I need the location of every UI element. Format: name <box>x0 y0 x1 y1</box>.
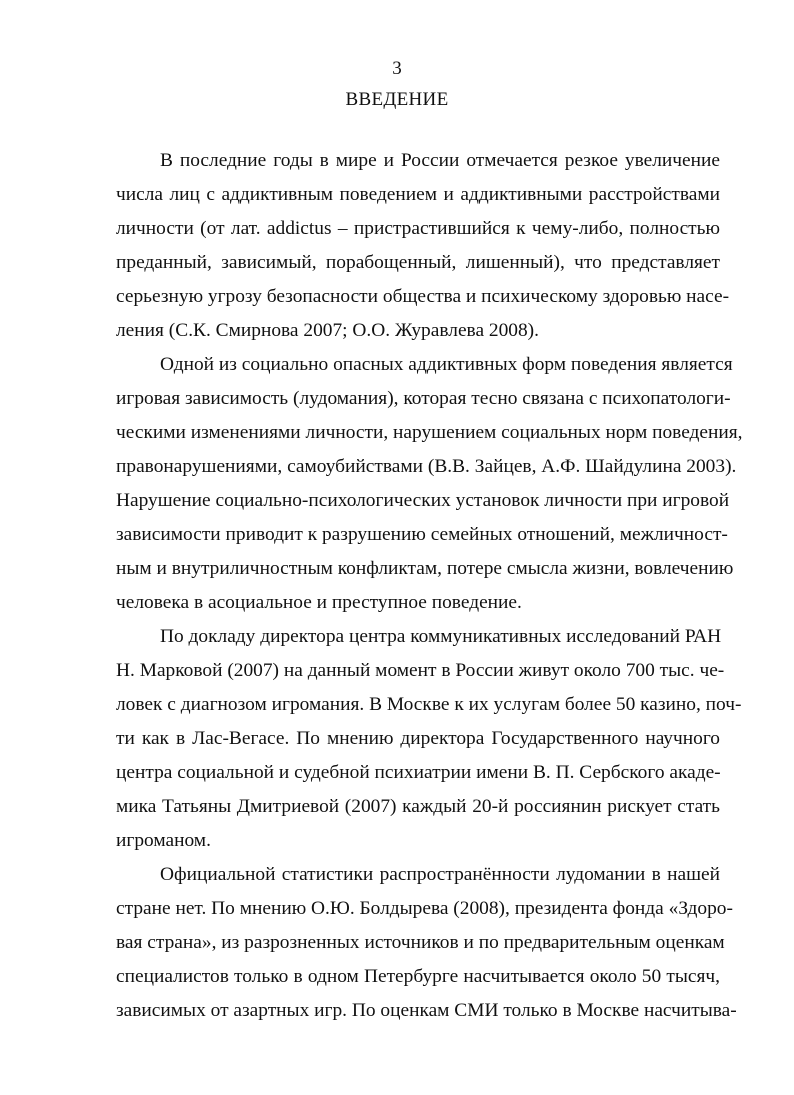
paragraph-line: игровая зависимость (лудомания), которая тесно связана с психопатологи- <box>116 388 731 409</box>
paragraph-line: центра социальной и судебной психиатрии имени В. П. Сербского акаде- <box>116 762 721 783</box>
paragraph-line: мика Татьяны Дмитриевой (2007) каждый 20-й россиянин рискует стать <box>116 796 720 817</box>
paragraph-line: ным и внутриличностным конфликтам, потере смысла жизни, вовлечению <box>116 558 734 579</box>
paragraph-line: ческими изменениями личности, нарушением социальных норм поведения, <box>116 422 743 443</box>
paragraph-line: человека в асоциальное и преступное поведение. <box>116 592 522 613</box>
paragraph-line: ловек с диагнозом игромания. В Москве к их услугам более 50 казино, поч- <box>116 694 742 715</box>
paragraph-line: ти как в Лас-Вегасе. По мнению директора Государственного научного <box>116 728 720 749</box>
paragraph-line: Н. Марковой (2007) на данный момент в России живут около 700 тыс. че- <box>116 660 725 681</box>
paragraph-line: игроманом. <box>116 830 211 851</box>
paragraph-line: личности (от лат. addictus – пристрастившийся к чему-либо, полностью <box>116 218 720 239</box>
paragraph-line: зависимых от азартных игр. По оценкам СМИ только в Москве насчитыва- <box>116 1000 737 1021</box>
paragraph-line: числа лиц с аддиктивным поведением и аддиктивными расстройствами <box>116 184 720 205</box>
paragraph-line: зависимости приводит к разрушению семейных отношений, межличност- <box>116 524 728 545</box>
paragraph-4 <box>116 858 737 1028</box>
paragraph-line: преданный, зависимый, порабощенный, лишенный), что представляет <box>116 252 720 273</box>
body-text <box>116 144 743 1028</box>
paragraph-line: специалистов только в одном Петербурге насчитывается около 50 тысяч, <box>116 966 720 987</box>
paragraph-line: правонарушениями, самоубийствами (В.В. Зайцев, А.Ф. Шайдулина 2003). <box>116 456 737 477</box>
paragraph-1 <box>116 144 730 348</box>
page-title: ВВЕДЕНИЕ <box>345 89 449 110</box>
paragraph-line: В последние годы в мире и России отмечается резкое увеличение <box>160 150 720 171</box>
paragraph-line: серьезную угрозу безопасности общества и психическому здоровью насе- <box>116 286 730 307</box>
paragraph-line: вая страна», из разрозненных источников и по предварительным оценкам <box>116 932 725 953</box>
paragraph-line: Одной из социально опасных аддиктивных форм поведения является <box>160 354 733 375</box>
paragraph-3 <box>116 620 742 858</box>
page-number: 3 <box>392 58 402 79</box>
paragraph-line: ления (С.К. Смирнова 2007; О.О. Журавлева 2008). <box>116 320 539 341</box>
paragraph-line: По докладу директора центра коммуникативных исследований РАН <box>160 626 722 647</box>
paragraph-line: Официальной статистики распространённости лудомании в нашей <box>160 864 720 885</box>
paragraph-line: Нарушение социально-психологических установок личности при игровой <box>116 490 730 511</box>
paragraph-line: стране нет. По мнению О.Ю. Болдырева (2008), президента фонда «Здоро- <box>116 898 733 919</box>
paragraph-2 <box>116 348 743 620</box>
